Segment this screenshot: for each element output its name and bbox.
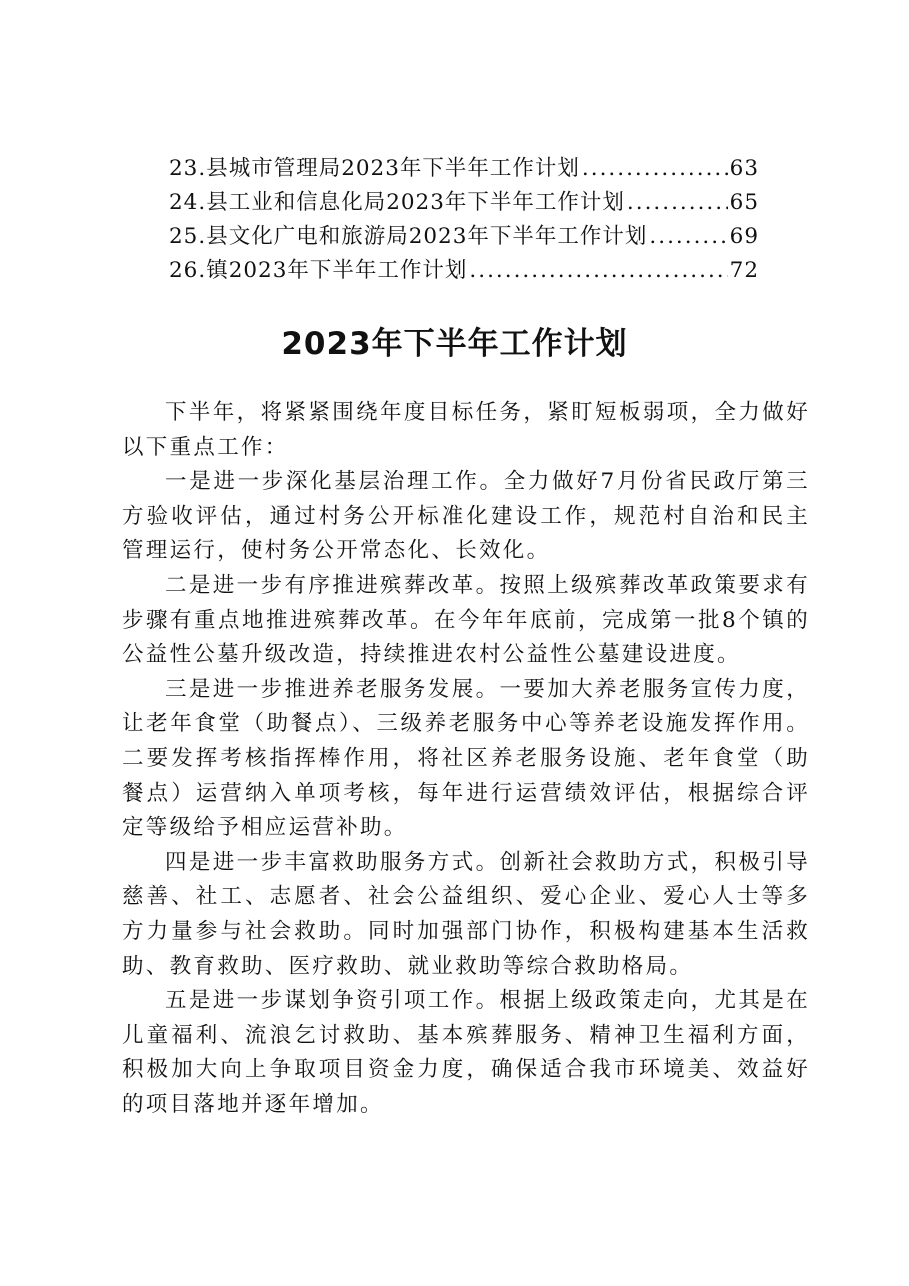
toc-entry-number: 26. (169, 258, 207, 283)
body-paragraph: 一是进一步深化基层治理工作。全力做好7月份省民政厅第三方验收评估，通过村务公开标准化建设工作，规范村自治和民主管理运行，使村务公开常态化、长效化。 (122, 469, 810, 564)
body-paragraph: 四是进一步丰富救助服务方式。创新社会救助方式，积极引导慈善、社工、志愿者、社会公益组织、爱心企业、爱心人士等多方力量参与社会救助。同时加强部门协作，积极构建基本生活救助、教育救助、医疗救助、就业救助等综合救助格局。 (122, 849, 810, 979)
body-paragraph: 下半年，将紧紧围绕年度目标任务，紧盯短板弱项，全力做好以下重点工作： (122, 400, 810, 460)
toc-leader-dots (649, 220, 727, 254)
toc-entry (169, 186, 759, 220)
body-paragraph: 二是进一步有序推进殡葬改革。按照上级殡葬改革政策要求有步骤有重点地推进殡葬改革。在今年年底前，完成第一批8个镇的公益性公墓升级改造，持续推进农村公益性公墓建设进度。 (122, 572, 810, 668)
toc-entry (169, 254, 759, 288)
toc-entry-title: 镇2023年下半年工作计划 (206, 258, 468, 283)
toc-entry (169, 220, 759, 254)
toc-entry-page: 63 (729, 156, 759, 181)
toc-entry-title: 县工业和信息化局2023年下半年工作计划 (206, 190, 625, 215)
toc-entry-page: 72 (729, 258, 759, 283)
body-paragraph: 三是进一步推进养老服务发展。一要加大养老服务宣传力度，让老年食堂（助餐点）、三级养老服务中心等养老设施发挥作用。二要发挥考核指挥棒作用，将社区养老服务设施、老年食堂（助餐点）运营纳入单项考核，每年进行运营绩效评估，根据综合评定等级给予相应运营补助。 (122, 676, 810, 841)
toc-entry-number: 24. (169, 190, 207, 215)
table-of-contents (169, 152, 759, 288)
toc-entry-page: 65 (729, 190, 759, 215)
toc-entry-title: 县城市管理局2023年下半年工作计划 (206, 156, 580, 181)
body-paragraph: 五是进一步谋划争资引项工作。根据上级政策走向，尤其是在儿童福利、流浪乞讨救助、基本殡葬服务、精神卫生福利方面，积极加大向上争取项目资金力度，确保适合我市环境美、效益好的项目落地并逐年增加。 (122, 988, 810, 1117)
toc-leader-dots (627, 186, 728, 220)
toc-entry-number: 25. (169, 224, 207, 249)
toc-entry-number: 23. (169, 156, 207, 181)
toc-entry-page: 69 (729, 224, 759, 249)
toc-leader-dots (582, 152, 728, 186)
toc-entry-title: 县文化广电和旅游局2023年下半年工作计划 (206, 224, 648, 249)
toc-leader-dots (469, 254, 727, 288)
toc-entry (169, 152, 759, 186)
document-title: 2023年下半年工作计划 (281, 326, 628, 362)
document-body (122, 396, 810, 1122)
